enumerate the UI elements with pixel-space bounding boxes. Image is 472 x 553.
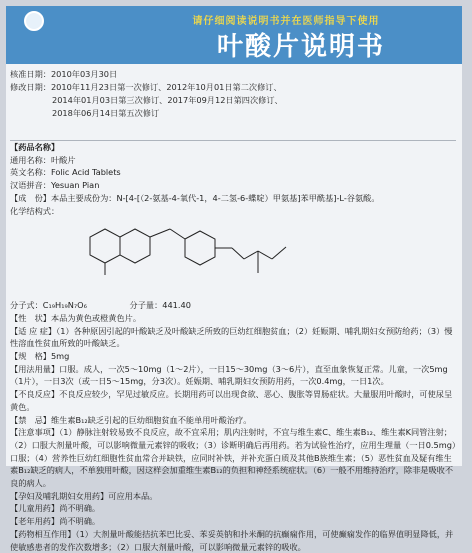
indications: 【适 应 症】（1）各种原因引起的叶酸缺乏及叶酸缺乏所致的巨幼红细胞贫血；（2）妊娠期、哺乳期妇女预防给药；（3）慢性溶血性贫血所致的叶酸缺乏。	[10, 325, 453, 349]
composition: 【成 份】本品主要成份为：N-[4-[（2-氨基-4-氧代-1，4-二氢-6-蝶啶）甲氨基]苯甲酰基]-L-谷氨酸。	[10, 192, 380, 203]
pregnancy-use: 【孕妇及哺乳期妇女用药】可应用本品。	[10, 490, 158, 501]
precautions: 【注意事项】（1）静脉注射较易致不良反应，故不宜采用；肌内注射时，不宜与维生素C、维生素B₁₂、维生素K同管注射；（2）口服大剂量叶酸，可以影响微量元素锌的吸收；（3）诊断明确后再用药。若为试验性治疗，应用生理量（一日0.5mg）口服；（4）营养性巨幼红细胞性贫血常合并缺铁，应同时补铁，并补充蛋白质及其他B族维生素；（5）恶性贫血及疑有维生素B₁₂缺乏的病人，不单独用叶酸，因这样会加重维生素B₁₂的负担和神经系统症状。（6）一般不用维持治疗，除非是吸收不良的病人。	[10, 427, 456, 489]
chemical-structure	[10, 217, 456, 299]
company-logo-icon	[24, 11, 44, 31]
approved-date: 2010年03月30日	[50, 69, 118, 79]
drug-interactions: 【药物相互作用】（1）大剂量叶酸能拮抗苯巴比妥、苯妥英钠和扑米酮的抗癫痫作用，可使癫痫发作的临界值明显降低，并使敏感患者的发作次数增多；（2）口服大剂量叶酸，可以影响微量元素锌的吸收。	[10, 528, 454, 552]
generic-name: 通用名称：叶酸片	[10, 154, 76, 165]
modified-date-line	[10, 81, 458, 94]
revision-block	[10, 68, 458, 120]
children-use: 【儿童用药】尚不明确。	[10, 503, 101, 514]
header-banner	[6, 6, 462, 64]
document-title: 叶酸片说明书	[216, 32, 385, 62]
specification: 【规 格】5mg	[10, 351, 70, 362]
formula-line	[10, 299, 456, 312]
english-name: 英文名称：Folic Acid Tablets	[10, 167, 121, 178]
folic-acid-structure-icon	[10, 217, 310, 299]
contraindications: 【禁 忌】维生素B₁₂缺乏引起的巨幼细胞贫血不能单用叶酸治疗。	[10, 414, 252, 425]
molecular-weight: 分子量：441.40	[129, 300, 191, 311]
traits: 【性 状】本品为黄色或橙黄色片。	[10, 312, 142, 323]
modified-line-1: 2010年11月23日第一次修订、2012年10月01日第二次修订、	[50, 82, 282, 92]
content-box	[10, 140, 456, 552]
name-section: 【药品名称】	[10, 142, 60, 152]
adverse-reactions: 【不良反应】不良反应较少，罕见过敏反应。长期用药可以出现食欲、恶心、腹胀等胃肠症状。大量服用叶酸时，可使尿呈黄色。	[10, 389, 453, 412]
usage-dosage: 【用法用量】口服。成人，一次5～10mg（1～2片），一日15～30mg（3～6片），直至血象恢复正常。儿童，一次5mg（1片），一日3次（或一日5～15mg，分3次）。妊娠期、哺乳期妇女预防用药，一次0.4mg，一日1次。	[10, 363, 448, 387]
approved-date-line	[10, 68, 458, 81]
usage-warning: 请仔细阅读说明书并在医师指导下使用	[192, 16, 380, 27]
modified-line-3: 2018年06月14日第五次修订	[52, 108, 160, 118]
elderly-use: 【老年用药】尚不明确。	[10, 516, 101, 527]
modified-label: 修改日期：	[10, 82, 51, 92]
pinyin-name: 汉语拼音：Yesuan Pian	[10, 180, 100, 191]
molecular-formula: 分子式：C₁₉H₁₉N₇O₆	[10, 300, 87, 311]
approved-label: 核准日期：	[10, 69, 51, 79]
structure-label: 化学结构式：	[10, 205, 60, 216]
modified-line-2: 2014年01月03日第三次修订、2017年09月12日第四次修订、	[52, 95, 283, 105]
leaflet-page	[6, 6, 462, 552]
